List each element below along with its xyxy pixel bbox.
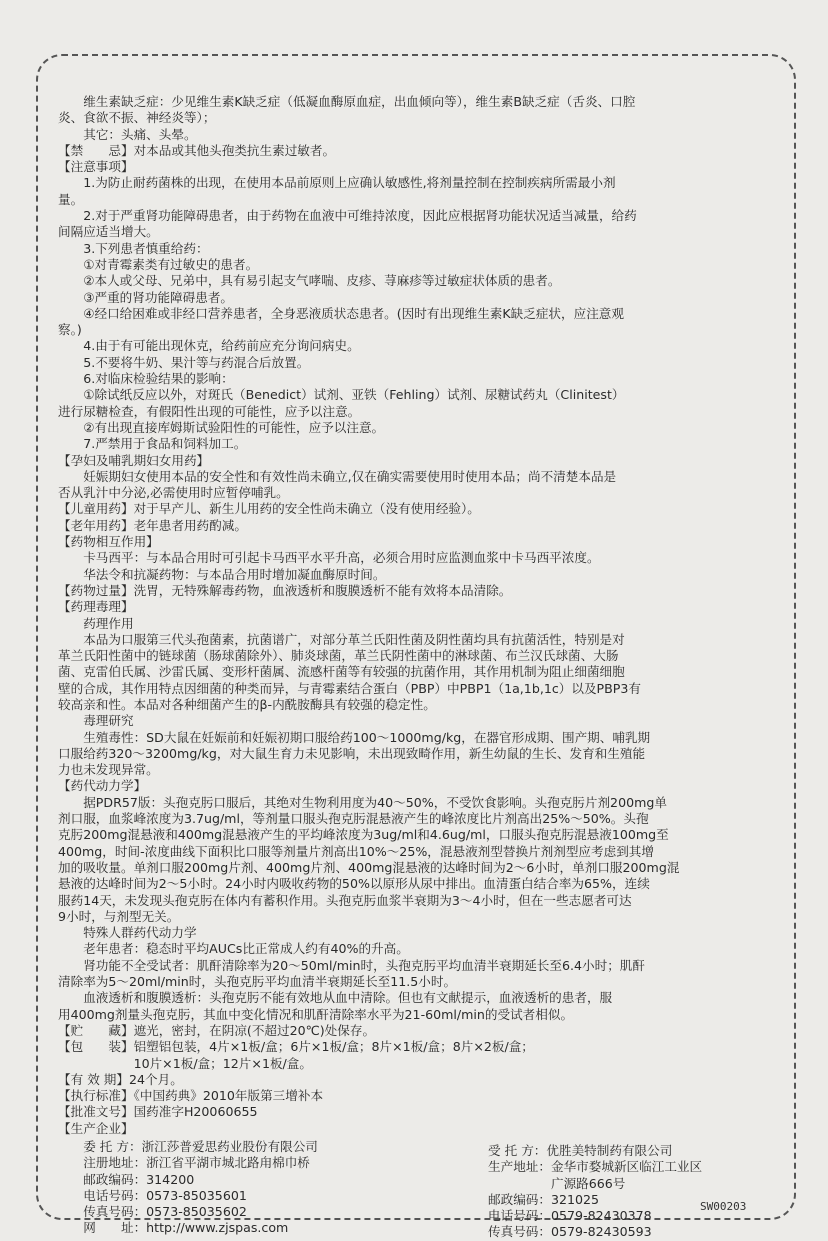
manufacturer-row — [58, 1172, 488, 1188]
text-line: 【药理毒理】 — [58, 599, 134, 615]
text-line: 老年患者：稳态时平均AUCs比正常成人约有40%的升高。 — [58, 941, 409, 957]
text-line: 用400mg剂量头孢克肟，其血中变化情况和肌酐清除率水平为21-60ml/min的受试者相似。 — [58, 1006, 574, 1022]
text-line: 肾功能不全受试者：肌酐清除率为20～50ml/min时，头孢克肟平均血清半衰期延长至6.4小时；肌酐 — [58, 957, 645, 973]
field-value: 321025 — [550, 1191, 600, 1207]
text-line: 4.由于有可能出现休克，给药前应充分询问病史。 — [58, 338, 360, 354]
field-value: 0579-82430378 — [550, 1208, 652, 1224]
field-label: 电话号码： — [58, 1187, 147, 1203]
manufacturer-row — [58, 1188, 488, 1204]
manufacturer-left — [58, 1139, 488, 1241]
text-line: 6.对临床检验结果的影响： — [58, 371, 234, 387]
field-value: 0579-82430593 — [550, 1224, 652, 1240]
text-line: 力也未发现异常。 — [58, 762, 159, 778]
field-label: 电话号码： — [488, 1208, 551, 1224]
text-line: 3.下列患者慎重给药： — [58, 240, 209, 256]
manufacturer-right — [488, 1139, 788, 1241]
text-line: 悬液的达峰时间为2～5小时。24小时内吸收药物的50%以原形从尿中排出。血清蛋白结合率为65%，连续 — [58, 876, 650, 892]
field-value: 0573-85035601 — [146, 1187, 247, 1203]
manufacturer-row — [488, 1176, 788, 1192]
text-line: 【贮 藏】遮光，密封，在阴凉(不超过20℃)处保存。 — [58, 1022, 376, 1038]
manufacturer-block — [58, 1139, 788, 1241]
field-value: 浙江省平湖市城北路甪棉巾桥 — [146, 1155, 310, 1171]
text-line: 据PDR57版：头孢克肟口服后，其绝对生物利用度为40～50%，不受饮食影响。头孢克肟片剂200mg单 — [58, 794, 667, 810]
manufacturer-row — [488, 1143, 788, 1159]
field-label: 生产地址： — [488, 1159, 551, 1175]
text-line: 7.严禁用于食品和饲料加工。 — [58, 436, 247, 452]
document-code: SW00203 — [700, 1200, 747, 1213]
field-value: 优胜美特制药有限公司 — [546, 1143, 673, 1158]
manufacturer-row — [58, 1204, 488, 1220]
manufacturer-row — [58, 1155, 488, 1171]
field-label: 邮政编码： — [488, 1191, 551, 1207]
manufacturer-row — [488, 1224, 788, 1240]
text-line: 加的吸收量。单剂口服200mg片剂、400mg片剂、400mg混悬液的达峰时间为2～6小时，单剂口服200mg混 — [58, 859, 680, 875]
text-line: 服药14天，未发现头孢克肟在体内有蓄积作用。头孢克肟血浆半衰期为3～4小时，但在一些志愿者可达 — [58, 892, 632, 908]
text-line: 【生产企业】 — [58, 1120, 134, 1136]
field-label: 注册地址： — [58, 1155, 147, 1171]
field-label — [488, 1176, 551, 1192]
text-line: 维生素缺乏症：少见维生素K缺乏症（低凝血酶原血症，出血倾向等），维生素B缺乏症（舌炎、口腔 — [58, 94, 636, 109]
text-line: 药理作用 — [58, 615, 134, 631]
text-line: 生殖毒性：SD大鼠在妊娠前和妊娠初期口服给药100～1000mg/kg，在器官形成期、围产期、哺乳期 — [58, 729, 651, 745]
field-label: 受 托 方： — [488, 1143, 547, 1158]
field-label: 网 址： — [58, 1220, 147, 1236]
field-value: 浙江莎普爱思药业股份有限公司 — [141, 1139, 318, 1154]
text-line: 【儿童用药】对于早产儿、新生儿用药的安全性尚未确立（没有使用经验）。 — [58, 501, 480, 517]
field-label: 委 托 方： — [58, 1139, 142, 1154]
text-line: 剂口服，血浆峰浓度为3.7ug/ml，等剂量口服头孢克肟混悬液产生的峰浓度比片剂高出25%～50%。头孢 — [58, 811, 649, 827]
text-line: 华法令和抗凝药物：与本品合用时增加凝血酶原时间。 — [58, 566, 386, 582]
text-line: 10片×1板/盒；12片×1板/盒。 — [58, 1055, 312, 1071]
text-line: 革兰氏阳性菌中的链球菌（肠球菌除外）、肺炎球菌，革兰氏阴性菌中的淋球菌、布兰汉氏球菌、大肠 — [58, 648, 619, 664]
leaflet-text — [58, 94, 788, 1241]
text-line: ②有出现直接库姆斯试验阳性的可能性，应予以注意。 — [58, 419, 385, 435]
text-line: 克肟200mg混悬液和400mg混悬液产生的平均峰浓度为3ug/ml和4.6ug/ml，口服头孢克肟混悬液100mg至 — [58, 827, 669, 843]
text-line: 【有 效 期】24个月。 — [58, 1071, 183, 1087]
text-line: 毒理研究 — [58, 713, 134, 729]
field-value: 金华市婺城新区临江工业区 — [550, 1159, 703, 1175]
field-value: http://www.zjspas.com — [146, 1220, 289, 1236]
text-line: 2.对于严重肾功能障碍患者，由于药物在血液中可维持浓度，因此应根据肾功能状况适当减量，给药 — [58, 208, 637, 224]
text-line: 妊娠期妇女使用本品的安全性和有效性尚未确立,仅在确实需要使用时使用本品；尚不清楚本品是 — [58, 468, 617, 484]
field-value: 314200 — [146, 1171, 195, 1187]
text-line: 特殊人群药代动力学 — [58, 925, 197, 941]
text-line: ④经口给困难或非经口营养患者，全身恶液质状态患者。(因时有出现维生素K缺乏症状，应注意观 — [58, 305, 624, 321]
text-line: 【药物过量】洗胃，无特殊解毒药物，血液透析和腹膜透析不能有效将本品清除。 — [58, 582, 512, 598]
text-line: 【孕妇及哺乳期妇女用药】 — [58, 452, 210, 468]
field-label: 传真号码： — [58, 1204, 147, 1220]
text-line: 【老年用药】老年患者用药酌减。 — [58, 517, 247, 533]
text-line: 清除率为5～20ml/min时，头孢克肟平均血清半衰期延长至11.5小时。 — [58, 974, 457, 990]
text-line: 其它：头痛、头晕。 — [58, 126, 197, 142]
text-line: 【批准文号】国药准字H20060655 — [58, 1104, 258, 1120]
text-line: 1.为防止耐药菌株的出现，在使用本品前原则上应确认敏感性,将剂量控制在控制疾病所需最小剂 — [58, 175, 616, 191]
manufacturer-row — [58, 1139, 488, 1155]
text-line: 本品为口服第三代头孢菌素，抗菌谱广，对部分革兰氏阳性菌及阴性菌均具有抗菌活性，特别是对 — [58, 631, 625, 647]
leaflet-lines — [58, 94, 788, 1137]
text-line: 进行尿糖检查，有假阳性出现的可能性，应予以注意。 — [58, 403, 361, 419]
text-line: 察。) — [58, 322, 82, 338]
text-line: 卡马西平：与本品合用时可引起卡马西平水平升高，必须合用时应监测血浆中卡马西平浓度。 — [58, 550, 600, 566]
text-line: 400mg，时间-浓度曲线下面积比口服等剂量片剂高出10%～25%，混悬液剂型替换片剂剂型应考虑到其增 — [58, 843, 654, 859]
text-line: 壁的合成，其作用特点因细菌的种类而异，与青霉素结合蛋白（PBP）中PBP1（1a,1b,1c）以及PBP3有 — [58, 680, 641, 696]
text-line: 间隔应适当增大。 — [58, 224, 159, 240]
text-line: 【注意事项】 — [58, 159, 134, 175]
text-line: 炎、食欲不振、神经炎等）； — [58, 110, 216, 126]
text-line: 较高亲和性。本品对各种细菌产生的β-内酰胺酶具有较强的稳定性。 — [58, 696, 436, 712]
text-line: ③严重的肾功能障碍患者。 — [58, 289, 234, 305]
text-line: 量。 — [58, 191, 84, 207]
text-line: 【禁 忌】对本品或其他头孢类抗生素过敏者。 — [58, 142, 336, 158]
manufacturer-row — [58, 1220, 488, 1236]
text-line: 【包 装】铝塑铝包装，4片×1板/盒；6片×1板/盒；8片×1板/盒；8片×2板/盒； — [58, 1039, 534, 1055]
text-line: 9小时，与剂型无关。 — [58, 908, 180, 924]
text-line: 否从乳汁中分泌,必需使用时应暂停哺乳。 — [58, 485, 289, 501]
text-line: ①除试纸反应以外，对斑氏（Benedict）试剂、亚铁（Fehling）试剂、尿糖试药丸（Clinitest） — [58, 387, 625, 403]
field-label: 传真号码： — [488, 1224, 551, 1240]
text-line: 口服给药320～3200mg/kg，对大鼠生育力未见影响，未出现致畸作用，新生幼鼠的生长、发育和生殖能 — [58, 745, 646, 761]
text-line: 【药物相互作用】 — [58, 534, 159, 550]
text-line: 菌、克雷伯氏属、沙雷氏属、变形杆菌属、流感杆菌等有较强的抗菌作用，其作用机制为阻止细菌细胞 — [58, 664, 625, 680]
text-line: 5.不要将牛奶、果汁等与药混合后放置。 — [58, 354, 310, 370]
field-label: 邮政编码： — [58, 1171, 147, 1187]
text-line: ②本人或父母、兄弟中，具有易引起支气哮喘、皮疹、荨麻疹等过敏症状体质的患者。 — [58, 273, 561, 289]
text-line: 血液透析和腹膜透析：头孢克肟不能有效地从血中清除。但也有文献提示，血液透析的患者，服 — [58, 990, 613, 1006]
manufacturer-row — [488, 1159, 788, 1175]
field-value: 0573-85035602 — [146, 1204, 247, 1220]
text-line: ①对青霉素类有过敏史的患者。 — [58, 256, 259, 272]
text-line: 【执行标准】《中国药典》2010年版第三增补本 — [58, 1088, 324, 1104]
text-line: 【药代动力学】 — [58, 778, 147, 794]
field-value: 广源路666号 — [550, 1175, 626, 1191]
